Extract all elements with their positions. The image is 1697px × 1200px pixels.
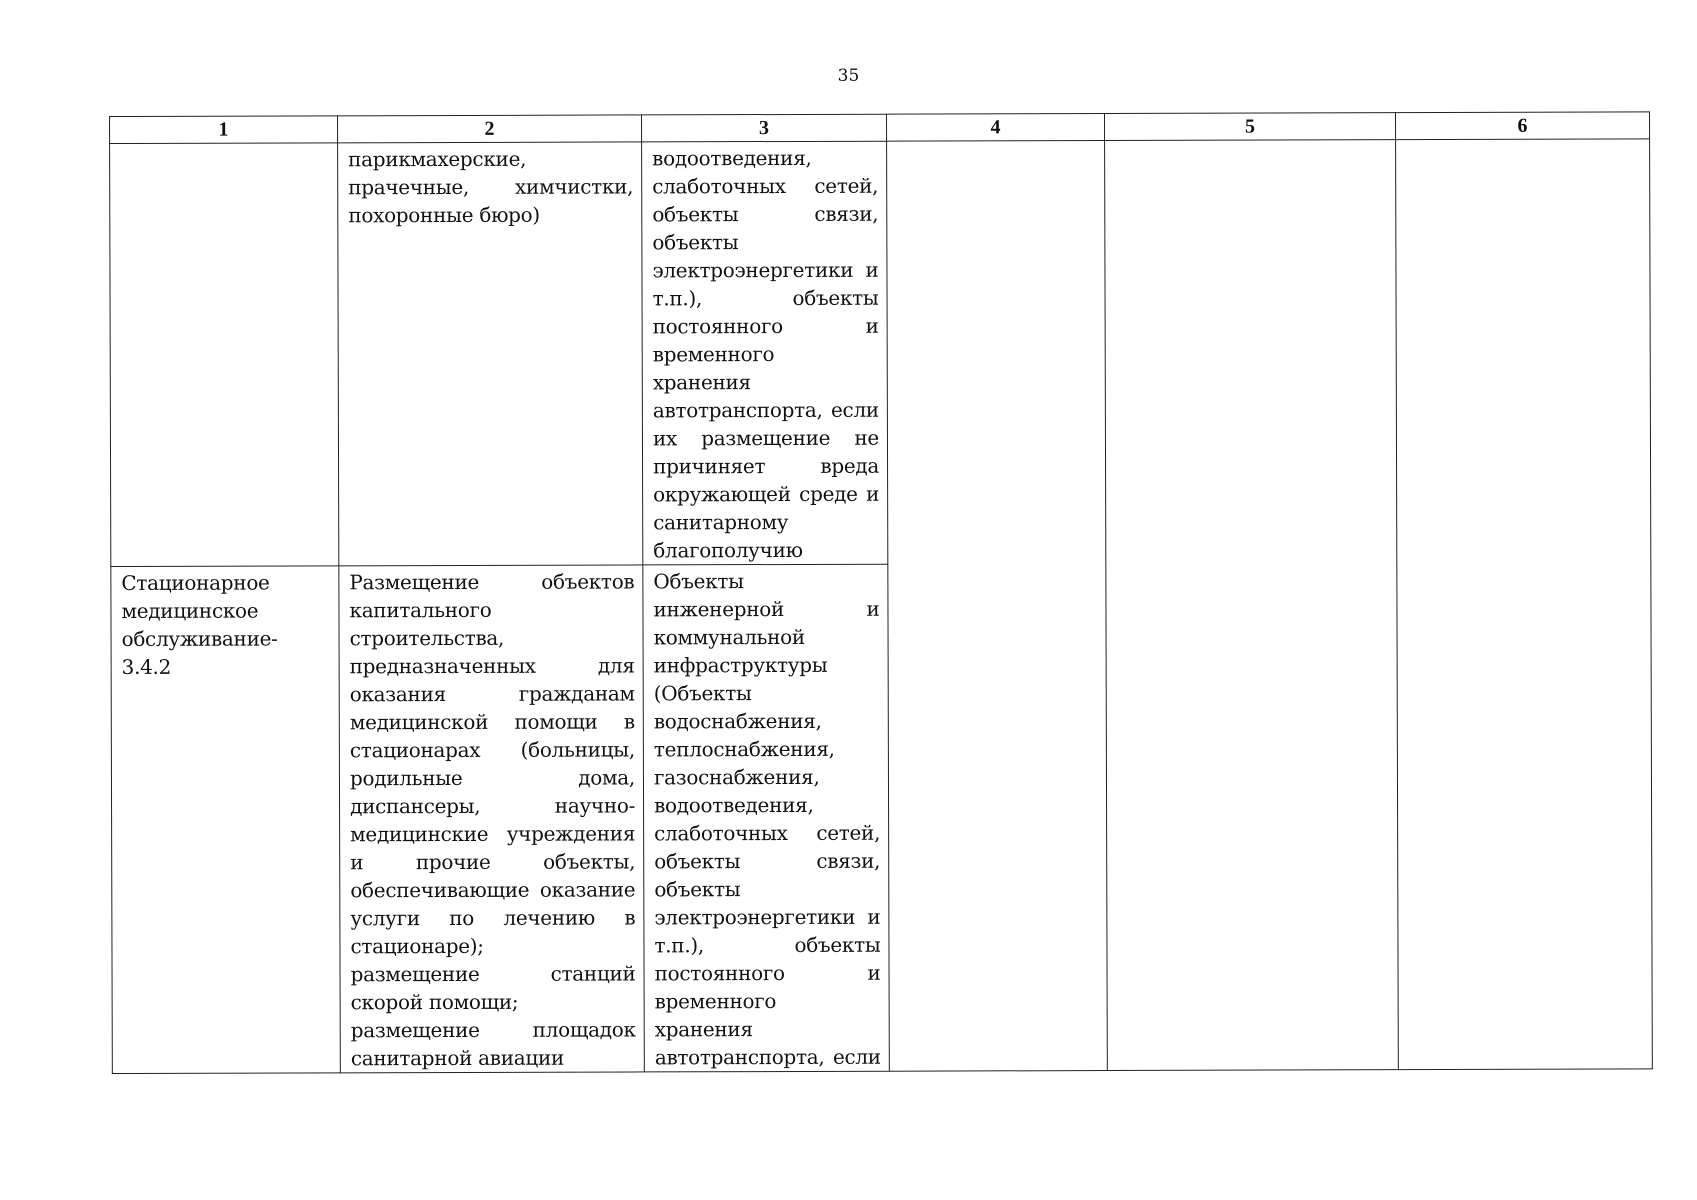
text-line: водоотведения, bbox=[654, 792, 814, 818]
regulations-table bbox=[109, 111, 1653, 1074]
text-line: слаботочных сетей, bbox=[652, 173, 879, 199]
text-line: электроэнергетики и bbox=[654, 904, 881, 930]
text-line: санитарной авиации bbox=[350, 1045, 565, 1071]
text-line: объекты bbox=[652, 230, 739, 255]
text-line: временного bbox=[652, 342, 775, 367]
text-line: их размещение не bbox=[652, 425, 879, 451]
text-line: медицинской помощи в bbox=[349, 709, 635, 735]
text-line: размещение площадок bbox=[350, 1017, 636, 1043]
text-line: парикмахерские, bbox=[348, 146, 527, 172]
text-line: окружающей среде и bbox=[653, 481, 880, 507]
text-line: временного bbox=[654, 989, 777, 1014]
header-col-6: 6 bbox=[1395, 112, 1649, 140]
text-line: т.п.), объекты bbox=[654, 932, 881, 958]
text-line: родильные дома, bbox=[349, 765, 636, 791]
text-line: прачечные, химчистки, bbox=[348, 174, 634, 200]
text-line: похоронные бюро) bbox=[348, 202, 540, 228]
text-line: инфраструктуры bbox=[653, 652, 828, 678]
text-line: водоснабжения, bbox=[653, 708, 822, 734]
text-line: инженерной и bbox=[653, 596, 880, 622]
text-line: медицинские учреждения bbox=[350, 821, 636, 847]
text-line: электроэнергетики и bbox=[652, 257, 879, 283]
text-line: причиняет вреда bbox=[653, 453, 880, 479]
text-line: автотранспорта, если bbox=[652, 397, 879, 423]
text-line: объекты связи, bbox=[652, 201, 879, 227]
text-line: Объекты bbox=[653, 569, 744, 594]
header-col-4: 4 bbox=[886, 114, 1104, 142]
text-line: стационарах (больницы, bbox=[349, 737, 635, 763]
text-line: размещение станций bbox=[350, 961, 636, 987]
row2-col2-cell bbox=[339, 565, 645, 1073]
text-line: слаботочных сетей, bbox=[654, 820, 881, 846]
text-line: хранения bbox=[652, 370, 751, 395]
row1-col2-cell bbox=[338, 142, 643, 566]
header-col-2: 2 bbox=[338, 115, 642, 143]
text-line: скорой помощи; bbox=[350, 989, 519, 1015]
text-line: автотранспорта, если bbox=[654, 1044, 881, 1070]
text-line: (Объекты bbox=[653, 681, 752, 706]
col6-cell bbox=[1396, 139, 1653, 1070]
col5-cell bbox=[1105, 140, 1399, 1071]
text-line: обеспечивающие оказание bbox=[350, 877, 636, 903]
text-line: объекты bbox=[654, 877, 741, 902]
text-line: оказания гражданам bbox=[349, 681, 635, 707]
text-line: капитального bbox=[349, 597, 492, 623]
text-line: медицинское bbox=[121, 598, 259, 623]
text-line: водоотведения, bbox=[652, 145, 812, 171]
text-line: обслуживание- bbox=[121, 626, 278, 651]
text-line: теплоснабжения, bbox=[653, 736, 835, 762]
text-line: т.п.), объекты bbox=[652, 285, 879, 311]
text-line: постоянного и bbox=[654, 960, 881, 986]
header-col-1: 1 bbox=[110, 116, 338, 144]
text-line: стационаре); bbox=[350, 933, 484, 959]
row1-col3-cell bbox=[642, 141, 888, 565]
text-line: Стационарное bbox=[121, 570, 270, 595]
text-line: коммунальной bbox=[653, 624, 805, 650]
text-line: 3.4.2 bbox=[121, 654, 172, 679]
col4-cell bbox=[887, 141, 1108, 1072]
header-col-3: 3 bbox=[641, 114, 886, 142]
text-line: предназначенных для bbox=[349, 653, 635, 679]
text-line: и прочие объекты, bbox=[350, 849, 636, 875]
table-row bbox=[110, 139, 1651, 567]
text-line: газоснабжения, bbox=[653, 764, 820, 790]
text-line: хранения bbox=[654, 1017, 753, 1042]
header-col-5: 5 bbox=[1104, 113, 1395, 141]
text-line: постоянного и bbox=[652, 313, 879, 339]
text-line: строительства, bbox=[349, 625, 505, 651]
row2-col1-cell bbox=[111, 566, 341, 1074]
row2-col3-cell bbox=[643, 564, 890, 1072]
text-line: Размещение объектов bbox=[349, 569, 635, 595]
text-line: благополучию bbox=[653, 537, 803, 563]
text-line: объекты связи, bbox=[654, 848, 881, 874]
row1-col1-cell bbox=[110, 143, 339, 567]
text-line: услуги по лечению в bbox=[350, 905, 636, 931]
page-number: 35 bbox=[837, 66, 860, 86]
text-line: диспансеры, научно- bbox=[350, 793, 636, 819]
text-line: санитарному bbox=[653, 509, 789, 535]
